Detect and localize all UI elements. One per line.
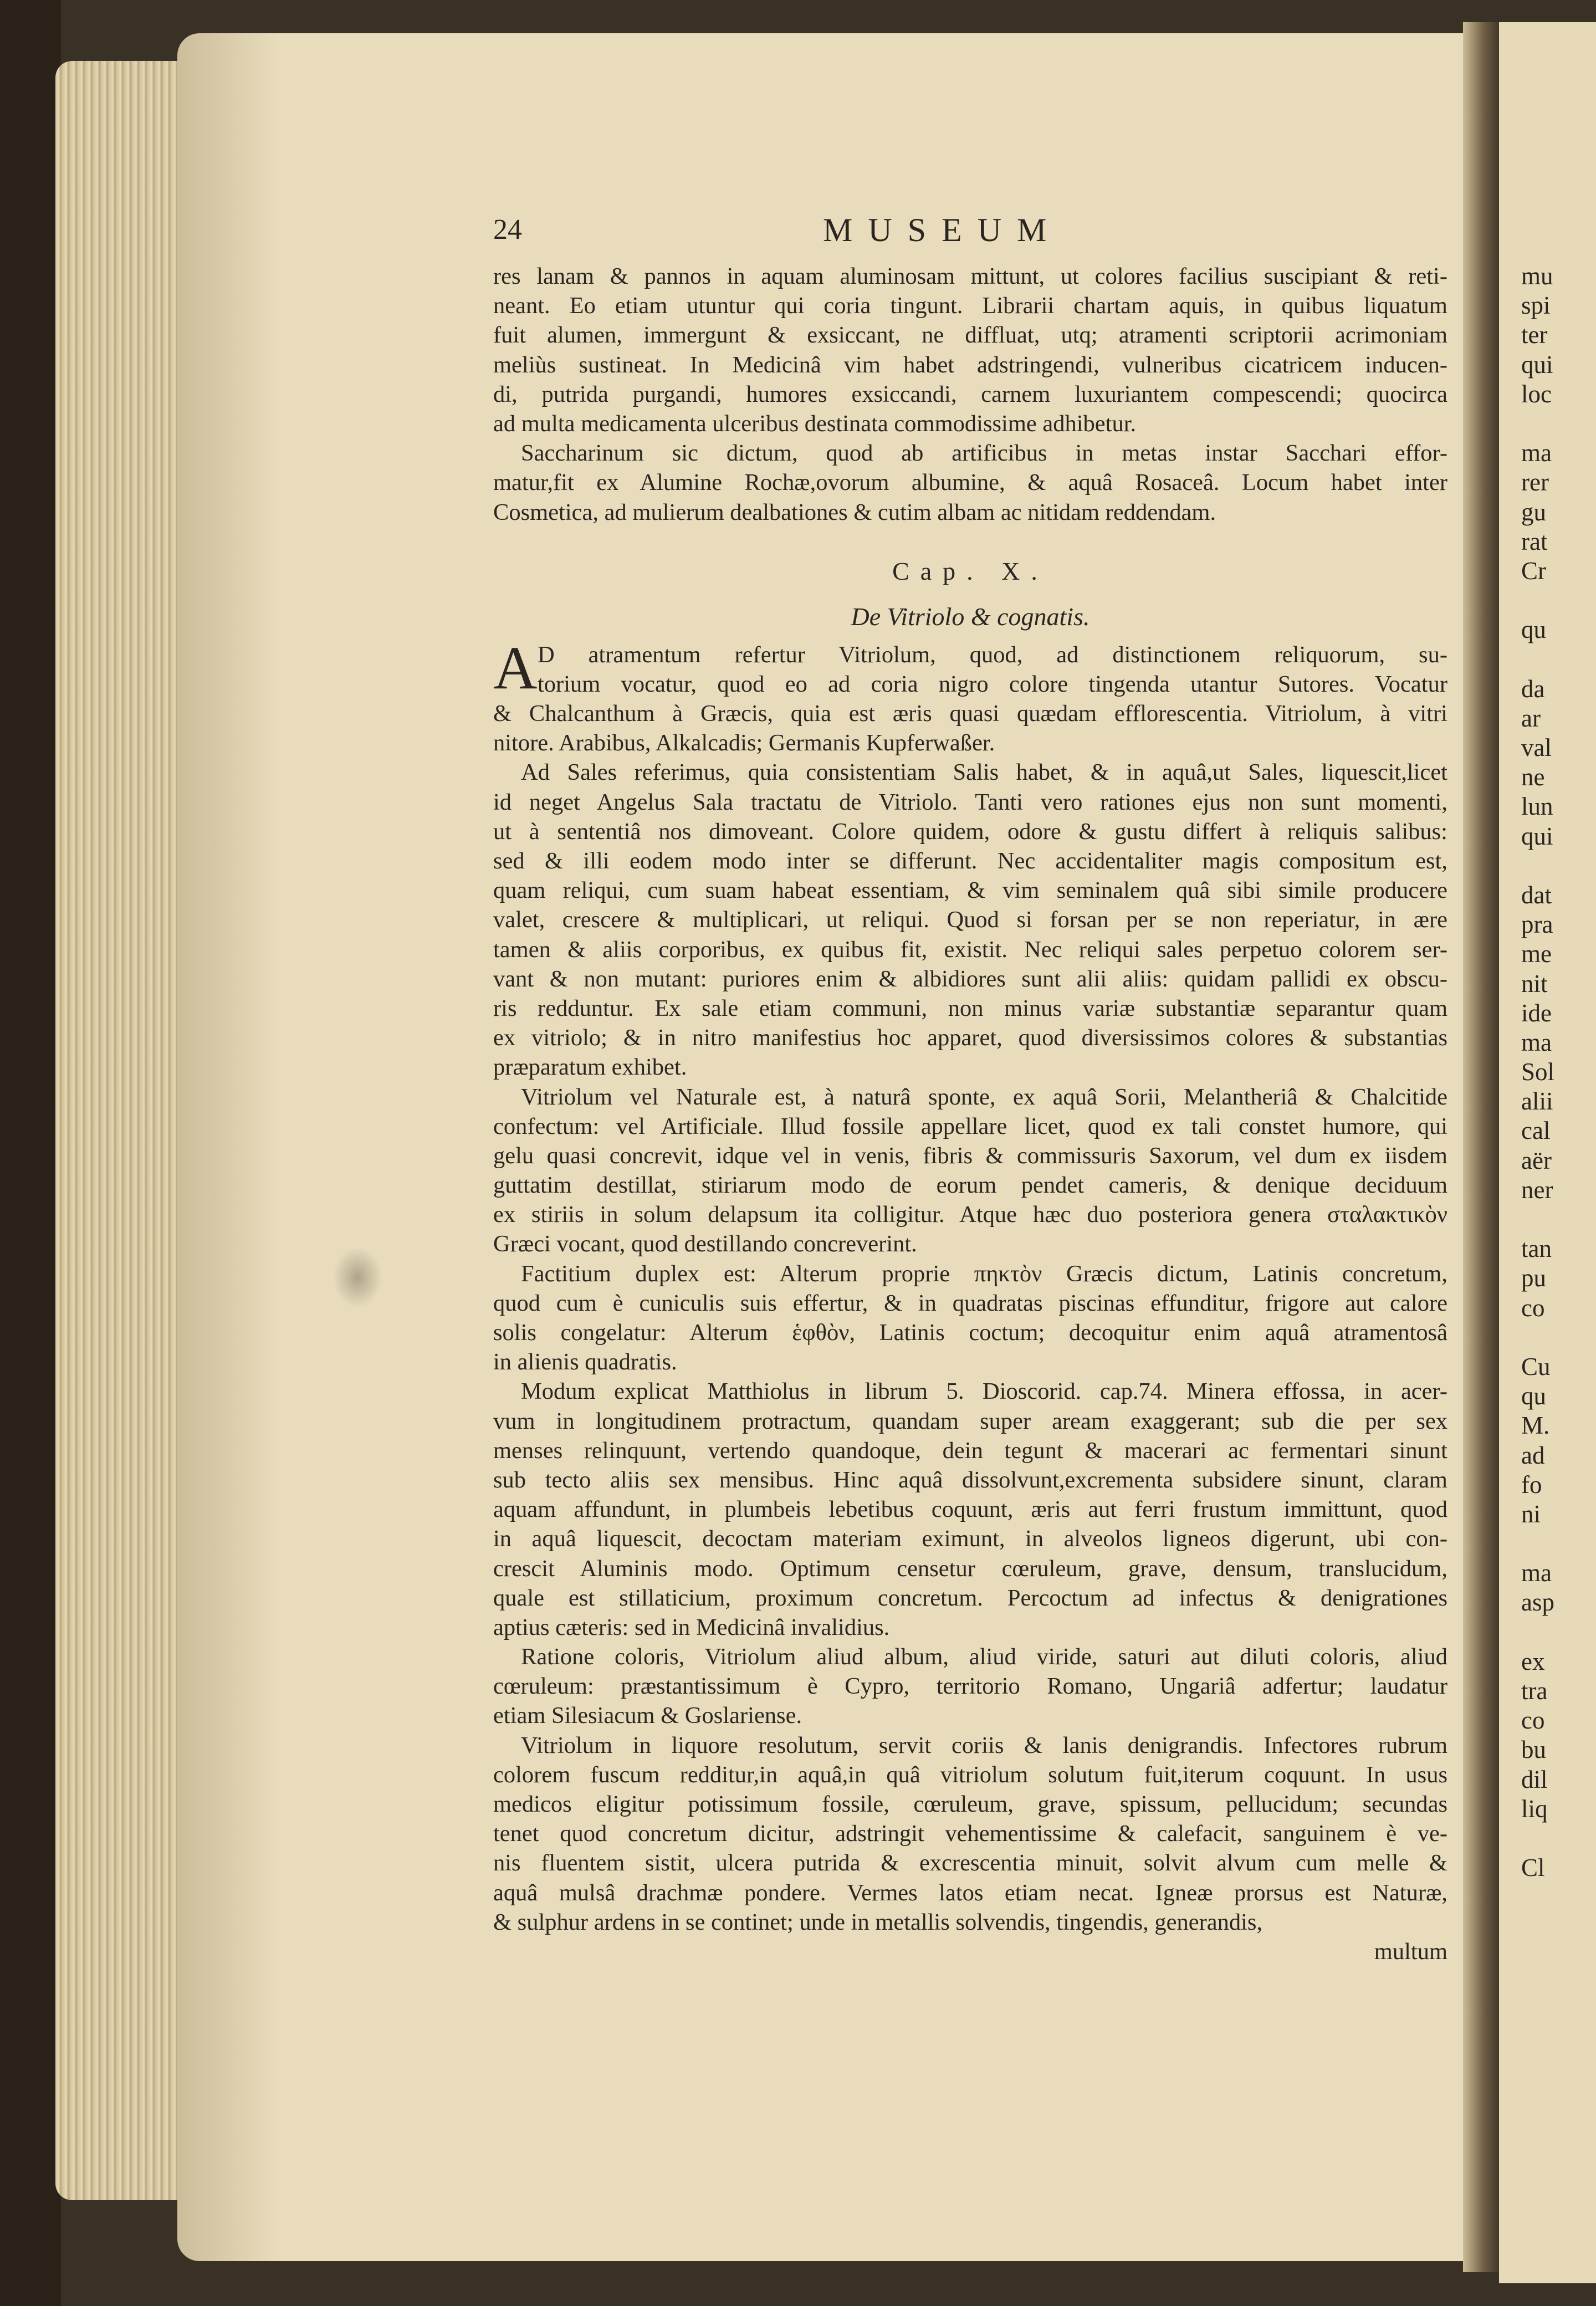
text-line: etiam Silesiacum & Goslariense.: [493, 1702, 802, 1729]
fragment-line: aër: [1521, 1146, 1552, 1174]
fragment-line: [1521, 1323, 1596, 1352]
paragraph-vitriolum-intro: [493, 633, 1447, 758]
paragraph-alumen-uses: [493, 262, 1447, 438]
fragment-line: [1521, 1529, 1596, 1558]
running-header: [0, 211, 1596, 249]
fragment-line: bu: [1521, 1736, 1546, 1764]
text-line: ex vitriolo; & in nitro manifestius hoc apparet, quod diversissimos colores & substantias: [493, 1025, 1447, 1051]
paragraph-naturale: [493, 1082, 1447, 1259]
text-line: aquâ mulsâ drachmæ pondere. Vermes latos etiam necat. Igneæ prorsus est Naturæ,: [493, 1879, 1447, 1906]
page-number: 24: [493, 214, 522, 246]
text-line: in alienis quadratis.: [493, 1349, 677, 1376]
text-line: in aquâ liquescit, decoctam materiam eximunt, in alveolos ligneos digerunt, ubi con-: [493, 1526, 1447, 1552]
fragment-line: [1521, 1205, 1596, 1234]
fragment-line: qu: [1521, 1382, 1546, 1410]
fragment-line: ner: [1521, 1175, 1553, 1204]
fragment-line: rat: [1521, 527, 1548, 555]
fragment-line: val: [1521, 734, 1552, 761]
text-line: Ratione coloris, Vitriolum aliud album, aliud viride, saturi aut diluti coloris, aliud: [521, 1644, 1447, 1670]
paragraph-coloris: [493, 1642, 1447, 1731]
fragment-line: me: [1521, 940, 1552, 968]
background-shadow: [0, 0, 61, 2306]
fragment-line: lun: [1521, 792, 1553, 821]
fragment-line: tan: [1521, 1235, 1552, 1263]
fragment-line: [1521, 851, 1596, 881]
text-line: sed & illi eodem modo inter se differunt. Nec accidentaliter magis compositum est,: [493, 848, 1447, 874]
fragment-line: rer: [1521, 468, 1549, 497]
chapter-opening: [493, 633, 1447, 758]
fragment-line: fo: [1521, 1470, 1542, 1499]
fragment-line: [1521, 1618, 1596, 1647]
text-line: menses relinquunt, vertendo quandoque, dein tegunt & macerari ac fermentari sinunt: [493, 1437, 1447, 1464]
fragment-line: [1521, 645, 1596, 674]
main-text: [493, 262, 1447, 1966]
text-line: ex stiriis in solum delapsum ita colligitur. Atque hæc duo posteriora genera σταλακτικὸν: [493, 1201, 1447, 1228]
text-line: medicos eligitur potissimum fossile, cœruleum, grave, spissum, pellucidum; secundas: [493, 1791, 1447, 1817]
fragment-line: qu: [1521, 616, 1546, 644]
fragment-line: gu: [1521, 498, 1546, 526]
paragraph-matthiolus: [493, 1377, 1447, 1642]
fragment-line: pra: [1521, 911, 1553, 939]
text-line: vant & non mutant: puriores enim & albidiores sunt alii aliis: quidam pallidi ex obscu-: [493, 965, 1447, 992]
fragment-line: ma: [1521, 1559, 1552, 1587]
fragment-line: spi: [1521, 292, 1551, 320]
fragment-line: pu: [1521, 1264, 1546, 1292]
fragment-line: [1521, 1824, 1596, 1853]
ink-stain: [332, 1247, 382, 1308]
paragraph-saccharinum: [493, 438, 1447, 527]
text-line: & Chalcanthum à Græcis, quia est æris quasi quædam efflorescentia. Vitriolum, à vitri: [493, 701, 1447, 727]
text-line: Cosmetica, ad mulierum dealbationes & cutim albam ac nitidam reddendam.: [493, 499, 1216, 525]
fragment-line: Cl: [1521, 1854, 1545, 1882]
text-line: solis congelatur: Alterum ἑφθὸν, Latinis coctum; decoquitur enim aquâ atramentosâ: [493, 1320, 1447, 1346]
chapter-title: Cap. X.: [892, 556, 1048, 585]
fragment-line: M.: [1521, 1412, 1550, 1440]
text-line: gelu quasi concrevit, idque vel in venis, fibris & commissuris Saxorum, vel dum ex iisdem: [493, 1142, 1447, 1169]
text-line: Græci vocant, quod destillando concreverint.: [493, 1231, 917, 1257]
fragment-line: Cr: [1521, 556, 1546, 585]
text-line: neant. Eo etiam utuntur qui coria tingunt. Librarii chartam aquis, in quibus liquatum: [493, 293, 1447, 319]
text-line: ad multa medicamenta ulceribus destinata commodissime adhibetur.: [493, 410, 1137, 437]
text-line: nitore. Arabibus, Alkalcadis; Germanis Kupferwaßer.: [493, 730, 995, 756]
text-line: Modum explicat Matthiolus in librum 5. Dioscorid. cap.74. Minera effossa, in acer-: [521, 1378, 1447, 1405]
text-line: Vitriolum vel Naturale est, à naturâ sponte, ex aquâ Sorii, Melantheriâ & Chalcitide: [521, 1083, 1447, 1110]
text-line: colorem fuscum redditur,in aquâ,in quâ vitriolum solutum fuit,iterum coquunt. In usus: [493, 1761, 1447, 1788]
fragment-line: Cu: [1521, 1352, 1551, 1380]
text-line: confectum: vel Artificiale. Illud fossile appellare licet, quod ex tali constet humore, qui: [493, 1113, 1447, 1139]
fragment-line: ad: [1521, 1441, 1545, 1469]
fragment-line: dil: [1521, 1765, 1548, 1793]
fragment-line: ne: [1521, 763, 1545, 791]
paragraph-factitium: [493, 1259, 1447, 1377]
text-line: guttatim destillat, stiriarum modo de eorum pendet cameris, & denique deciduum: [493, 1172, 1447, 1199]
text-line: fuit alumen, immergunt & exsiccant, ne diffluat, utq; atramenti scriptorii acrimoniam: [493, 322, 1447, 349]
fragment-line: ni: [1521, 1500, 1541, 1528]
text-line: meliùs sustineat. In Medicinâ vim habet adstringendi, vulneribus cicatricem inducen-: [493, 351, 1447, 378]
drop-cap: A: [493, 633, 538, 702]
fragment-line: ma: [1521, 439, 1552, 467]
text-line: Vitriolum in liquore resolutum, servit coriis & lanis denigrandis. Infectores rubrum: [521, 1732, 1447, 1758]
text-line: res lanam & pannos in aquam aluminosam mittunt, ut colores facilius suscipiant & reti-: [493, 263, 1447, 289]
text-line: ris redduntur. Ex sale etiam communi, non minus variæ substantiæ separantur quam: [493, 995, 1447, 1021]
text-line: aptius cæteris: sed in Medicinâ invalidius.: [493, 1614, 890, 1640]
fragment-line: ex: [1521, 1647, 1545, 1675]
fragment-line: da: [1521, 674, 1545, 703]
text-line: id neget Angelus Sala tractatu de Vitriolo. Tanti vero rationes ejus non sunt momenti,: [493, 789, 1447, 815]
fragment-line: loc: [1521, 380, 1552, 408]
text-line: cœruleum: præstantissimum è Cypro, territorio Romano, Ungariâ adfertur; laudatur: [493, 1673, 1447, 1700]
text-line: quale est stillaticium, proximum concretum. Percoctum ad infectus & denigrationes: [493, 1584, 1447, 1611]
fragment-line: asp: [1521, 1588, 1554, 1617]
text-line: vum in longitudinem protractum, quandam super aream exaggerant; sub die per sex: [493, 1408, 1447, 1434]
fragment-line: qui: [1521, 350, 1553, 379]
text-line: quod cum è cuniculis suis effertur, & in quadratas piscinas effunditur, frigore aut calore: [493, 1290, 1447, 1316]
text-line: D atramentum refertur Vitriolum, quod, ad distinctionem reliquorum, su-: [538, 641, 1447, 668]
fragment-line: ide: [1521, 999, 1552, 1027]
catchword: multum: [1374, 1938, 1447, 1965]
fragment-line: ter: [1521, 321, 1548, 349]
fragment-line: mu: [1521, 262, 1553, 290]
text-line: tenet quod concretum dicitur, adstringit vehementissime & calefacit, sanguinem è ve-: [493, 1821, 1447, 1847]
fragment-line: ar: [1521, 704, 1541, 732]
text-line: valet, crescere & multiplicari, ut reliqui. Quod si forsan per se non reperiatur, in ære: [493, 907, 1447, 933]
text-line: Saccharinum sic dictum, quod ab artificibus in metas instar Sacchari effor-: [521, 440, 1447, 467]
text-line: nis fluentem sistit, ulcera putrida & excrescentia minuit, solvit alvum cum melle &: [493, 1850, 1447, 1876]
fragment-line: liq: [1521, 1794, 1548, 1823]
text-line: Ad Sales referimus, quia consistentiam Salis habet, & in aquâ,ut Sales, liquescit,licet: [521, 759, 1447, 786]
spacer: [493, 527, 1447, 549]
right-page-fragments: [1521, 262, 1596, 1883]
text-line: Factitium duplex est: Alterum proprie πηκτὸν Græcis dictum, Latinis concretum,: [521, 1260, 1447, 1287]
text-line: crescit Aluminis modo. Optimum censetur cœruleum, grave, densum, translucidum,: [493, 1555, 1447, 1582]
fragment-line: ma: [1521, 1028, 1552, 1056]
text-line: torium vocatur, quod eo ad coria nigro colore tingenda utantur Sutores. Vocatur: [538, 671, 1447, 697]
running-title: MUSEUM: [823, 212, 1062, 248]
text-line: matur,fit ex Alumine Rochæ,ovorum albumine, & aquâ Rosaceâ. Locum habet inter: [493, 469, 1447, 496]
text-line: & sulphur ardens in se continet; unde in metallis solvendis, tingendis, generandis,: [493, 1909, 1263, 1935]
fragment-line: [1521, 409, 1596, 438]
text-line: di, putrida purgandi, humores exsiccandi, carnem luxuriantem compescendi; quocirca: [493, 381, 1447, 407]
fragment-line: nit: [1521, 969, 1548, 998]
fragment-line: cal: [1521, 1117, 1551, 1145]
text-line: ut à sententiâ nos dimoveant. Colore quidem, odore & gustu differt à reliquis salibus:: [493, 818, 1447, 845]
text-line: præparatum exhibet.: [493, 1054, 687, 1081]
fragment-line: tra: [1521, 1677, 1548, 1705]
chapter-subtitle: De Vitriolo & cognatis.: [851, 602, 1090, 631]
text-line: sub tecto aliis sex mensibus. Hinc aquâ dissolvunt,excrementa subsidere sinunt, claram: [493, 1466, 1447, 1493]
fragment-line: [1521, 586, 1596, 615]
fragment-line: alii: [1521, 1087, 1553, 1116]
paragraph-usus: [493, 1731, 1447, 1937]
fragment-line: Sol: [1521, 1058, 1555, 1086]
fragment-line: qui: [1521, 822, 1553, 850]
text-line: tamen & aliis corporibus, ex quibus fit, existit. Nec reliqui sales perpetuo colorem ser-: [493, 936, 1447, 963]
text-line: quam reliqui, cum suam habeat essentiam, & vim seminalem quâ sibi simile producere: [493, 877, 1447, 904]
fragment-line: co: [1521, 1706, 1545, 1735]
fragment-line: dat: [1521, 881, 1552, 909]
text-line: aquam affundunt, in plumbeis lebetibus coquunt, æris aut ferri frustum immittunt, quod: [493, 1496, 1447, 1523]
paragraph-sales: [493, 758, 1447, 1082]
book-gutter: [1463, 22, 1502, 2272]
fragment-line: co: [1521, 1293, 1545, 1322]
